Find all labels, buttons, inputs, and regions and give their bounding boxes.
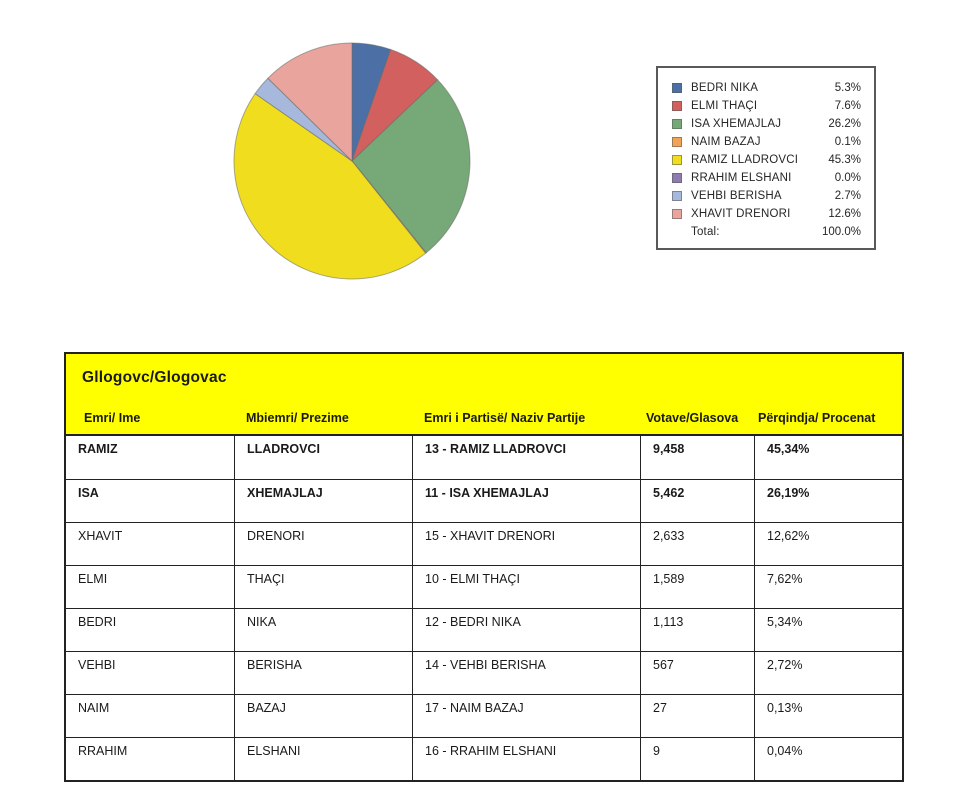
table-cell: ELMI [78, 572, 108, 586]
table-cell: 2,72% [754, 652, 902, 694]
table-row [66, 608, 902, 651]
table-cell: ISA [78, 486, 99, 500]
legend-label: BEDRI NIKA [691, 82, 759, 94]
table-row [66, 479, 902, 522]
table-cell: 10 - ELMI THAÇI [412, 566, 640, 608]
table-cell: XHEMAJLAJ [234, 480, 412, 522]
table-row [66, 565, 902, 608]
table-cell: VEHBI [78, 658, 116, 672]
table-cell: 0,04% [754, 738, 902, 780]
legend-swatch-icon [672, 119, 682, 129]
legend-swatch-icon [672, 191, 682, 201]
legend-swatch-icon [672, 137, 682, 147]
legend-label: XHAVIT DRENORI [691, 208, 791, 220]
legend-label: RRAHIM ELSHANI [691, 172, 792, 184]
table-cell: 12,62% [754, 523, 902, 565]
legend-label: ISA XHEMAJLAJ [691, 118, 782, 130]
table-cell: ELSHANI [234, 738, 412, 780]
table-cell: 27 [640, 695, 754, 737]
table-row [66, 737, 902, 780]
table-cell: 12 - BEDRI NIKA [412, 609, 640, 651]
table-row [66, 522, 902, 565]
table-cell: THAÇI [234, 566, 412, 608]
table-row [66, 651, 902, 694]
legend-label: VEHBI BERISHA [691, 190, 782, 202]
table-title: Gllogovc/Glogovac [82, 369, 227, 386]
legend-items [672, 79, 861, 223]
table-cell: RAMIZ [78, 442, 118, 456]
table-cell: NAIM [78, 701, 110, 715]
legend-item [672, 205, 861, 223]
table-cell: DRENORI [234, 523, 412, 565]
legend-percent: 0.0% [834, 172, 861, 184]
legend-item [672, 79, 861, 97]
column-header-row [66, 387, 902, 434]
table-cell: 16 - RRAHIM ELSHANI [412, 738, 640, 780]
results-table [64, 352, 904, 782]
legend-item [672, 115, 861, 133]
table-cell: 9,458 [640, 436, 754, 479]
table-cell: 0,13% [754, 695, 902, 737]
table-cell: 1,113 [640, 609, 754, 651]
legend-total-value: 100.0% [821, 226, 861, 238]
table-row [66, 436, 902, 479]
legend-percent: 12.6% [828, 208, 861, 220]
table-cell: RRAHIM [78, 744, 128, 758]
table-cell: BAZAJ [234, 695, 412, 737]
table-cell: 2,633 [640, 523, 754, 565]
table-cell: BERISHA [234, 652, 412, 694]
table-cell: 5,462 [640, 480, 754, 522]
legend-label: ELMI THAÇI [691, 100, 758, 112]
legend-total-label: Total: [691, 226, 720, 238]
legend-label: RAMIZ LLADROVCI [691, 154, 799, 166]
table-cell: 13 - RAMIZ LLADROVCI [412, 436, 640, 479]
legend-percent: 2.7% [834, 190, 861, 202]
table-cell: 7,62% [754, 566, 902, 608]
table-cell: 567 [640, 652, 754, 694]
table-cell: 15 - XHAVIT DRENORI [412, 523, 640, 565]
column-header: Emri/ Ime [84, 411, 141, 425]
table-body [66, 436, 902, 780]
table-header [66, 354, 902, 436]
column-header: Mbiemri/ Prezime [246, 411, 349, 425]
column-header: Përqindja/ Procenat [758, 411, 876, 425]
legend-total-row [672, 223, 861, 241]
chart-legend [656, 66, 876, 250]
legend-item [672, 187, 861, 205]
table-cell: 17 - NAIM BAZAJ [412, 695, 640, 737]
table-cell: 1,589 [640, 566, 754, 608]
legend-swatch-icon [672, 155, 682, 165]
table-cell: XHAVIT [78, 529, 123, 543]
table-cell: LLADROVCI [234, 436, 412, 479]
legend-item [672, 151, 861, 169]
legend-swatch-icon [672, 173, 682, 183]
table-cell: 9 [640, 738, 754, 780]
table-cell: 5,34% [754, 609, 902, 651]
legend-label: NAIM BAZAJ [691, 136, 761, 148]
legend-percent: 45.3% [828, 154, 861, 166]
legend-percent: 7.6% [834, 100, 861, 112]
column-header: Emri i Partisë/ Naziv Partije [424, 411, 586, 425]
legend-item [672, 133, 861, 151]
legend-percent: 5.3% [834, 82, 861, 94]
legend-item [672, 169, 861, 187]
table-cell: 45,34% [754, 436, 902, 479]
pie-chart [227, 36, 477, 286]
legend-item [672, 97, 861, 115]
table-cell: NIKA [234, 609, 412, 651]
legend-swatch-icon [672, 209, 682, 219]
table-row [66, 694, 902, 737]
table-cell: BEDRI [78, 615, 117, 629]
legend-percent: 0.1% [834, 136, 861, 148]
table-cell: 11 - ISA XHEMAJLAJ [412, 480, 640, 522]
table-cell: 14 - VEHBI BERISHA [412, 652, 640, 694]
legend-percent: 26.2% [828, 118, 861, 130]
table-cell: 26,19% [754, 480, 902, 522]
legend-swatch-icon [672, 83, 682, 93]
column-header: Votave/Glasova [646, 411, 739, 425]
legend-swatch-icon [672, 101, 682, 111]
